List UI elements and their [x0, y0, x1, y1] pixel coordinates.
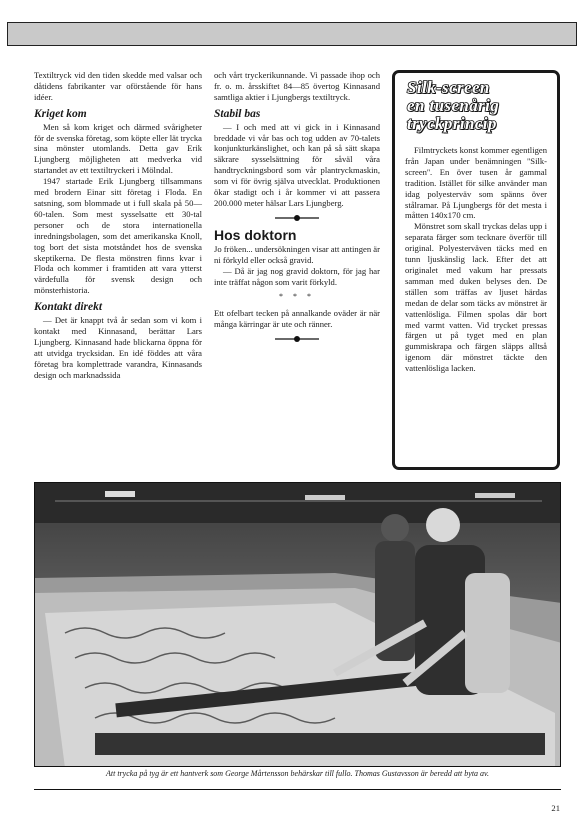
paragraph: — Då är jag nog gravid doktorn, för jag har inte träffat någon som varit förkyld. — [214, 265, 380, 287]
box-title-line: tryckprincip — [407, 114, 497, 133]
photo-screen-printing — [34, 482, 561, 767]
subheading-stabil-bas: Stabil bas — [214, 107, 261, 120]
photo-illustration — [35, 483, 561, 767]
paragraph: Ett ofelbart tecken på annalkande oväder är när många kärringar är ute och ränner. — [214, 308, 380, 330]
column-1 — [34, 70, 202, 380]
section-divider-icon — [214, 335, 380, 343]
box-title-line: en tusenårig — [407, 96, 500, 115]
sidebar-box — [392, 70, 560, 470]
column-2 — [214, 70, 380, 349]
section-divider-icon — [214, 214, 380, 222]
box-title — [407, 79, 547, 133]
header-bar — [7, 22, 577, 46]
paragraph: 1947 startade Erik Ljungberg tillsammans med brodern Einar sitt företag i Floda. En satsning, som blommade ut i full skala på 50—60-talen. Som mest sysselsatte ett 30-tal personer och de stora internationella inredningsbolagen, som det amerikanska Knoll, tog bort det sista motståndet hos de svenska skeptikerna. De flesta mönstren finns kvar i Floda och kommer i framtiden att vara ytterst värdefulla för svensk design och mönsterhistoria. — [34, 176, 202, 296]
subheading-kriget-kom: Kriget kom — [34, 107, 87, 120]
paragraph: — Det är knappt två år sedan som vi kom i kontakt med Kinnasand, berättar Lars Ljungberg. Kinnasand hade blickarna öppna för att utvidga trycksidan. En idé föddes att våra företag bra komplettrade varandra, Kinnasands design och marknadssida — [34, 315, 202, 380]
paragraph: och vårt tryckerikunnande. Vi passade ihop och fr. o. m. årsskiftet 84—85 övertog Kinnasand samtliga aktier i Ljungbergs textiltryck. — [214, 70, 380, 102]
heading-hos-doktorn: Hos doktorn — [214, 226, 297, 243]
subheading-kontakt-direkt: Kontakt direkt — [34, 301, 103, 314]
photo-caption: Att trycka på tyg är ett hantverk som George Mårtensson behärskar till fullo. Thomas Gustavsson är beredd att byta av. — [106, 769, 489, 778]
paragraph: Jo fröken... undersökningen visar att antingen är ni förkyld eller också gravid. — [214, 243, 380, 265]
paragraph: Textiltryck vid den tiden skedde med valsar och dåtidens fabrikanter var oförstående för hans idéer. — [34, 70, 202, 102]
paragraph: — I och med att vi gick in i Kinnasand breddade vi vår bas och tog udden av 70-talets konjunkturkänslighet, och kan på så sätt skapa säkrare sysselsättning för såväl våra handtryckningsbord som vår plantryckmaskin, som vi för övrig själva utvecklat. Produktionen ökar stadigt och i år kommer vi att passera 200.000 meter hälsar Lars Ljungberg. — [214, 121, 380, 208]
page-number: 21 — [551, 803, 560, 813]
asterisk-divider: * * * — [279, 292, 315, 302]
bottom-rule — [34, 789, 561, 790]
box-paragraph: Mönstret som skall tryckas delas upp i separata färger som tecknare överför till original. Polyesterväven täcks med en tunn ljuskänslig lack. Efter det att originalet med vakum har pressats samman med duken belyses den. De ställen som träffas av ljuset härdas medan de delar som täcks av mönstret är vattenlösliga. Filmen spolas där bort med varmt vatten. Vid trycket pressas färgen ut på tyget med en plan gummiskrapa och färgen släpps alltså igenom där mönstret täckte den vattenlösliga lacken. — [405, 221, 547, 374]
box-title-line: Silk-screen — [407, 78, 490, 97]
paragraph: Men så kom kriget och därmed svårigheter för de svenska företag, som köpte eller lät trycka sina mönster utomlands. Detta gav Erik Ljungberg möjligheten att medverka vid startandet av ett textiltryckeri i Mölndal. — [34, 121, 202, 176]
box-paragraph: Filmtryckets konst kommer egentligen från Japan under benämningen ''Silk-screen''. En över tusen år gammal tradition. Istället för silke använder man idag polyesterväv som spänns över stålramar. På Ljungbergs för det mesta i måtten 140x170 cm. — [405, 145, 547, 221]
